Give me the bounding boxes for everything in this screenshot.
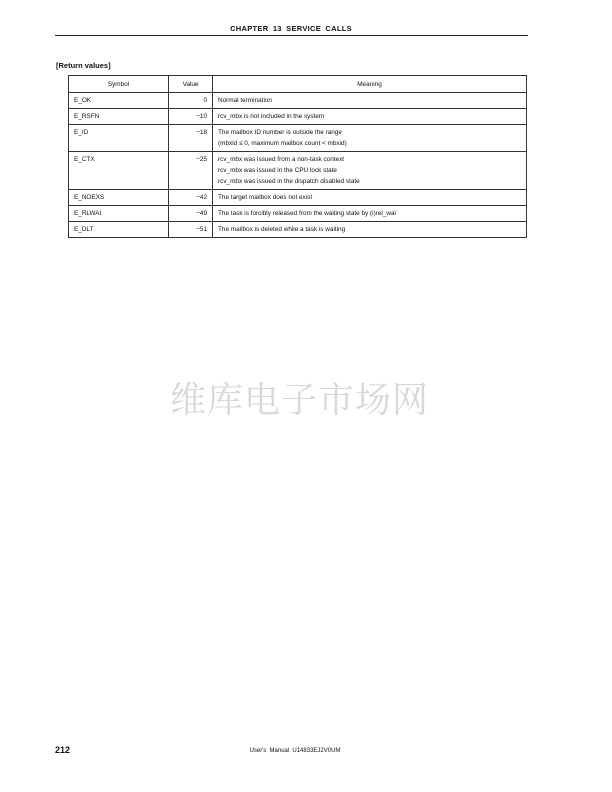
value-cell: 0	[169, 93, 213, 109]
meaning-line: rcv_mbx is not included in the system	[218, 113, 325, 120]
symbol-cell: E_ID	[69, 125, 169, 152]
meaning-cell	[213, 190, 527, 206]
meaning-cell	[213, 93, 527, 109]
meaning-cell	[213, 109, 527, 125]
meaning-line: Normal termination	[218, 97, 272, 104]
meaning-cell	[213, 206, 527, 222]
symbol-cell: E_RLWAI	[69, 206, 169, 222]
meaning-cell	[213, 152, 527, 190]
meaning-line: rcv_mbx was issued in the CPU lock state	[218, 167, 337, 174]
value-cell: −51	[169, 222, 213, 238]
meaning-line: The task is forcibly released from the waiting state by (i)rel_wai	[218, 210, 396, 217]
manual-footer: User's Manual U14833EJ2V0UM	[249, 748, 341, 754]
meaning-cell	[213, 125, 527, 152]
table-row	[69, 190, 527, 206]
value-cell: −18	[169, 125, 213, 152]
table-row	[69, 206, 527, 222]
section-title: [Return values]	[56, 61, 111, 70]
table-row	[69, 109, 527, 125]
symbol-cell: E_OK	[69, 93, 169, 109]
watermark: 维库电子市场网	[170, 380, 430, 421]
value-cell: −42	[169, 190, 213, 206]
symbol-cell: E_RSFN	[69, 109, 169, 125]
column-header-symbol: Symbol	[69, 76, 169, 93]
meaning-line: rcv_mbx was issued from a non-task context	[218, 156, 345, 163]
column-header-meaning: Meaning	[213, 76, 527, 93]
value-cell: −49	[169, 206, 213, 222]
meaning-line: rcv_mbx was issued in the dispatch disabled state	[218, 178, 360, 185]
column-header-value: Value	[169, 76, 213, 93]
header-divider	[55, 35, 528, 36]
chapter-header: CHAPTER 13 SERVICE CALLS	[230, 24, 352, 33]
symbol-cell: E_DLT	[69, 222, 169, 238]
table-row	[69, 93, 527, 109]
meaning-cell	[213, 222, 527, 238]
return-values-table	[68, 75, 527, 238]
table-row	[69, 152, 527, 190]
table-row	[69, 222, 527, 238]
value-cell: −25	[169, 152, 213, 190]
value-cell: −10	[169, 109, 213, 125]
meaning-line: (mbxid ≤ 0, maximum mailbox count < mbxid)	[218, 140, 347, 147]
page-number: 212	[55, 745, 71, 755]
meaning-line: The target mailbox does not exist	[218, 194, 313, 201]
symbol-cell: E_NOEXS	[69, 190, 169, 206]
symbol-cell: E_CTX	[69, 152, 169, 190]
table-header-row	[69, 76, 527, 93]
meaning-line: The mailbox ID number is outside the range	[218, 129, 342, 136]
meaning-line: The mailbox is deleted while a task is waiting	[218, 226, 346, 233]
table-row	[69, 125, 527, 152]
